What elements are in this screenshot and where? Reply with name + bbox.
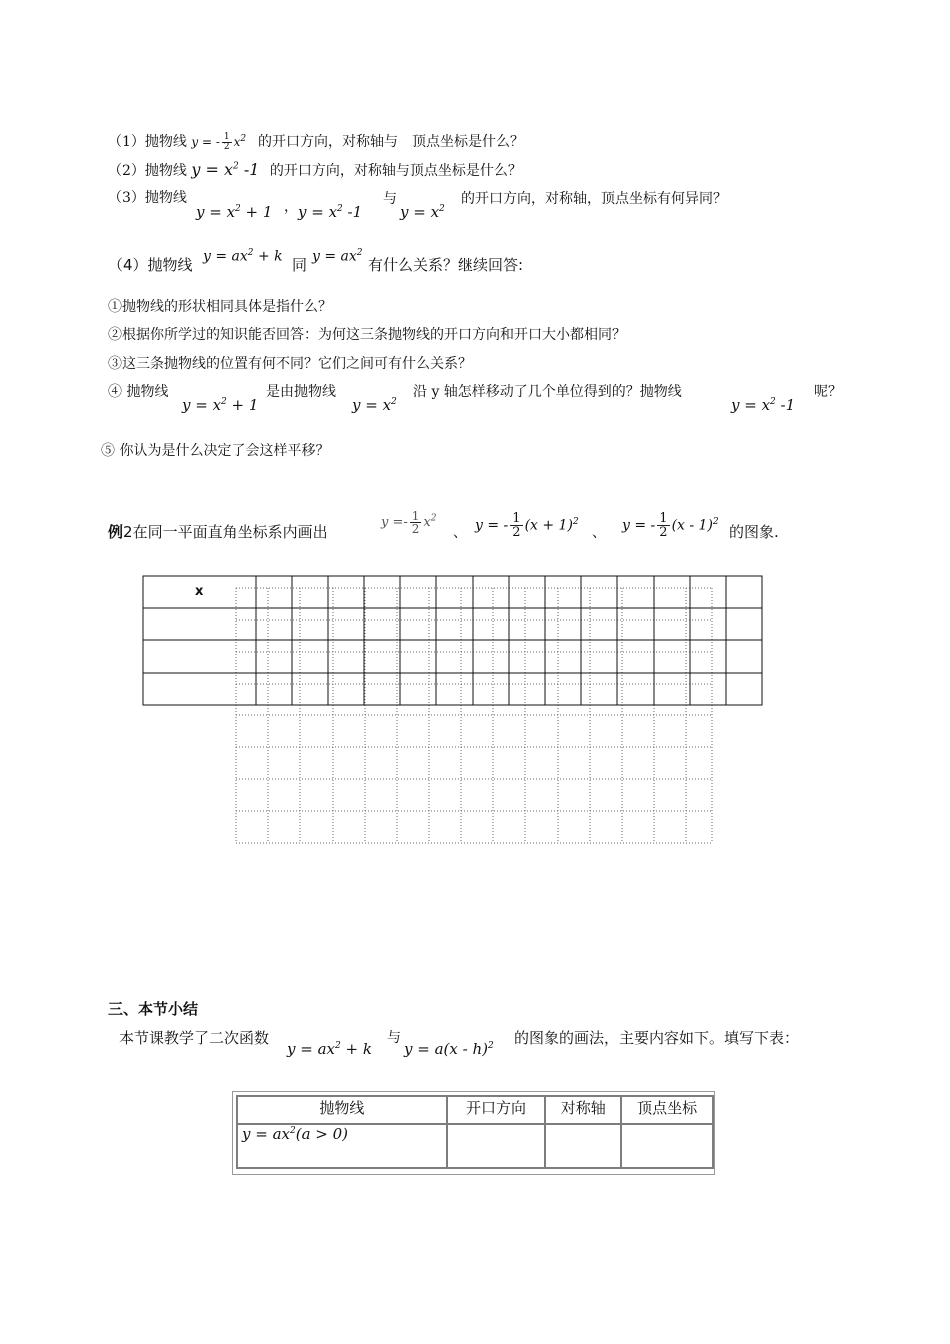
sub-question-4-formula-1: $y = x^2 + 1$ — [182, 396, 259, 414]
example-2-heading: 例2在同一平面直角坐标系内画出 — [108, 523, 328, 541]
question-4-formula-2: $y = ax^2$ — [312, 248, 363, 265]
value-table — [143, 576, 762, 705]
summary-row-1-axis-cell[interactable] — [545, 1124, 621, 1168]
example-2-sep-2: 、 — [592, 525, 606, 541]
sub-question-1: ①抛物线的形状相同具体是指什么？ — [108, 299, 332, 315]
sub-question-5: ⑤ 你认为是什么决定了会这样平移？ — [101, 443, 330, 459]
summary-row-1-formula: $y = ax^2(a > 0)$ — [237, 1124, 447, 1168]
question-4-prefix: （4）抛物线 — [108, 256, 193, 274]
example-2-formula-2: y = - $\frac{1}{2}$ $(x + 1)^2$ — [475, 511, 579, 540]
summary-formula-1: $y = ax^2 + k$ — [287, 1040, 372, 1058]
question-1-text: 的开口方向，对称轴与 顶点坐标是什么？ — [257, 134, 524, 150]
question-4-tong: 同 — [292, 256, 308, 274]
dotted-grid — [236, 588, 712, 843]
question-3-formula-3: $y = x^2$ — [400, 203, 445, 221]
question-3-formula-1: $y = x^2 + 1$ — [196, 203, 273, 221]
sub-question-4-formula-3: $y = x^2$ -1 — [731, 396, 796, 414]
question-3-formula-2: $y = x^2$ -1 — [298, 203, 363, 221]
question-2-formula: $y = x^2$ -1 — [191, 160, 260, 179]
sub-question-4-formula-2: $y = x^2$ — [352, 396, 397, 414]
question-3-comma: ， — [284, 199, 298, 215]
summary-header-axis: 对称轴 — [545, 1096, 621, 1124]
example-2-formula-3: y = - $\frac{1}{2}$ (x - 1)$^2$ — [622, 511, 719, 540]
sub-question-4-c: 沿 y 轴怎样移动了几个单位得到的？抛物线 — [413, 384, 682, 400]
summary-header-opening: 开口方向 — [447, 1096, 546, 1124]
sub-question-2: ②根据你所学过的知识能否回答：为何这三条抛物线的开口方向和开口大小都相同？ — [108, 327, 626, 343]
summary-table-frame — [232, 1091, 715, 1175]
summary-formula-2: y = a(x - h)$^2$ — [404, 1040, 494, 1058]
question-2-text: 的开口方向，对称轴与顶点坐标是什么？ — [269, 163, 522, 179]
summary-intro-a: 本节课教学了二次函数 — [119, 1029, 270, 1047]
sub-question-4-b: 是由抛物线 — [266, 384, 336, 400]
summary-heading: 三、本节小结 — [108, 1000, 199, 1018]
question-1-prefix: （1）抛物线 — [108, 134, 187, 150]
example-2-formula-1: y =- $\frac{1}{2}$ $x^2$ — [381, 509, 437, 536]
question-2-prefix: （2）抛物线 — [108, 163, 187, 179]
question-3-text: 的开口方向，对称轴，顶点坐标有何异同？ — [461, 191, 727, 207]
value-table-x-label: x — [195, 584, 204, 599]
summary-row-1-opening-cell[interactable] — [447, 1124, 546, 1168]
example-2-sep-1: 、 — [453, 525, 467, 541]
question-4-text: 有什么关系？继续回答: — [368, 256, 524, 274]
summary-row-1-vertex-cell[interactable] — [621, 1124, 713, 1168]
summary-and: 与 — [387, 1030, 401, 1046]
summary-table — [236, 1095, 714, 1169]
summary-header-vertex: 顶点坐标 — [621, 1096, 713, 1124]
question-3-and: 与 — [383, 191, 397, 207]
question-4-formula-1: $y = ax^2 + k$ — [203, 248, 283, 265]
summary-header-parabola: 抛物线 — [237, 1096, 447, 1124]
summary-intro-b: 的图象的画法，主要内容如下。填写下表： — [514, 1029, 800, 1047]
question-1-formula: y = - $\frac{1}{2}$ $x^2$ — [191, 132, 247, 152]
example-2-tail: 的图象. — [729, 523, 779, 541]
sub-question-3: ③这三条抛物线的位置有何不同？它们之间可有什么关系？ — [108, 356, 472, 372]
question-3-prefix: （3）抛物线 — [108, 190, 187, 206]
sub-question-4-a: ④ 抛物线 — [108, 384, 169, 400]
sub-question-4-d: 呢？ — [814, 384, 842, 400]
